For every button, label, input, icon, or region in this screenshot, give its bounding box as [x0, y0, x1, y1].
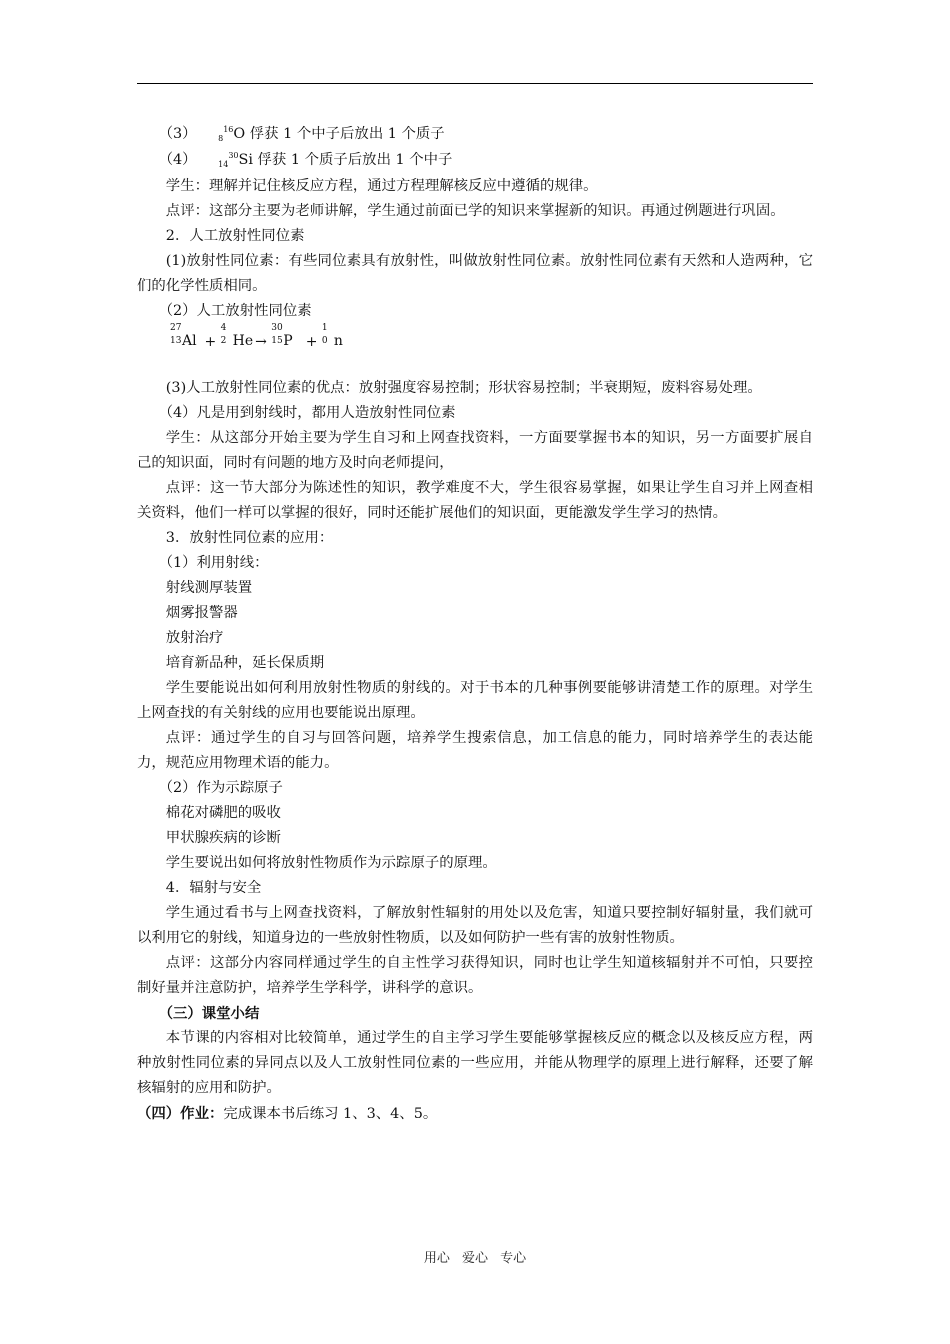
isotope-o16: [197, 122, 234, 148]
isotope-si30: [197, 148, 239, 174]
atomic-number: 8: [218, 134, 224, 143]
nuclear-equation: [170, 324, 813, 356]
paragraph: （2）人工放射性同位素: [158, 303, 312, 319]
plus-sign: +: [305, 334, 318, 350]
paragraph: （1）利用射线：: [158, 555, 269, 571]
nuclide-p: 30 15 P: [271, 323, 293, 349]
page-footer: [0, 1247, 950, 1266]
plus-sign: +: [204, 334, 217, 350]
mass-number: 16: [223, 125, 234, 134]
paragraph: 学生要说出如何将放射性物质作为示踪原子的原理。: [165, 855, 497, 871]
line-o16: [137, 122, 813, 148]
list-item: 烟雾报警器: [165, 605, 238, 621]
paragraph: 学生要能说出如何利用放射性物质的射线的。对于书本的几种事例要能够讲清楚工作的原理。对学生上网查找的有关射线的应用也要能说出原理。: [137, 680, 813, 721]
line-text: O 俘获 1 个中子后放出 1 个质子: [233, 126, 445, 142]
paragraph: (1)放射性同位素：有些同位素具有放射性，叫做放射性同位素。放射性同位素有天然和人造两种，它们的化学性质相同。: [137, 253, 813, 294]
line-text: Si 俘获 1 个质子后放出 1 个中子: [238, 152, 453, 168]
list-item: 放射治疗: [165, 630, 224, 646]
paragraph: (3)人工放射性同位素的优点：放射强度容易控制；形状容易控制；半衰期短，废料容易处理。: [165, 380, 762, 396]
section-heading: 3．放射性同位素的应用：: [165, 530, 334, 546]
footer-word: 爱心: [461, 1251, 488, 1266]
section-heading: （三）课堂小结: [158, 1005, 260, 1022]
list-item: 培育新品种，延长保质期: [165, 655, 325, 671]
mass-number: 30: [228, 151, 239, 160]
paragraph: （4）凡是用到射线时，都用人造放射性同位素: [158, 405, 456, 421]
atomic-number: 14: [218, 160, 229, 169]
arrow-icon: →: [255, 334, 267, 350]
line-si30: [137, 148, 813, 174]
header-rule: [137, 83, 813, 84]
paragraph: 学生：从这部分开始主要为学生自习和上网查找资料，一方面要掌握书本的知识，另一方面要扩展自己的知识面，同时有问题的地方及时向老师提问，: [137, 430, 813, 471]
item-label: （3）: [158, 126, 197, 142]
nuclide-al: 27 13 Al: [170, 323, 197, 349]
paragraph: 点评：这部分内容同样通过学生的自主性学习获得知识，同时也让学生知道核辐射并不可怕，只要控制好量并注意防护，培养学生学科学，讲科学的意识。: [137, 955, 813, 996]
paragraph: 点评：通过学生的自习与回答问题，培养学生搜索信息，加工信息的能力，同时培养学生的表达能力，规范应用物理术语的能力。: [137, 730, 813, 771]
list-item: 射线测厚装置: [165, 580, 253, 596]
list-item: 棉花对磷肥的吸收: [165, 805, 281, 821]
homework-line: [137, 1101, 813, 1127]
paragraph: 学生：理解并记住核反应方程，通过方程理解核反应中遵循的规律。: [165, 178, 598, 194]
list-item: 甲状腺疾病的诊断: [165, 830, 281, 846]
footer-word: 专心: [500, 1251, 527, 1266]
item-label: （4）: [158, 152, 197, 168]
paragraph: （2）作为示踪原子: [158, 780, 283, 796]
paragraph: 点评：这部分主要为老师讲解，学生通过前面已学的知识来掌握新的知识。再通过例题进行巩固。: [165, 203, 785, 219]
document-body: [137, 122, 813, 1127]
homework-text: 完成课本书后练习 1、3、4、5。: [223, 1106, 438, 1122]
section-heading: 4．辐射与安全: [165, 880, 262, 896]
footer-word: 用心: [423, 1251, 450, 1266]
paragraph: 本节课的内容相对比较简单，通过学生的自主学习学生要能够掌握核反应的概念以及核反应方程，两种放射性同位素的异同点以及人工放射性同位素的一些应用，并能从物理学的原理上进行解释，还要了解核辐射的应用和防护。: [137, 1030, 813, 1096]
paragraph: 学生通过看书与上网查找资料，了解放射性辐射的用处以及危害，知道只要控制好辐射量，我们就可以利用它的射线，知道身边的一些放射性物质，以及如何防护一些有害的放射性物质。: [137, 905, 813, 946]
paragraph: 点评：这一节大部分为陈述性的知识，教学难度不大，学生很容易掌握，如果让学生自习并上网查相关资料，他们一样可以掌握的很好，同时还能扩展他们的知识面，更能激发学生学习的热情。: [137, 480, 813, 521]
section-heading: 2．人工放射性同位素: [165, 228, 305, 244]
nuclide-n: 1 0 n: [321, 323, 343, 349]
nuclide-he: 4 2 He: [220, 323, 254, 349]
homework-label: （四）作业：: [137, 1105, 224, 1122]
